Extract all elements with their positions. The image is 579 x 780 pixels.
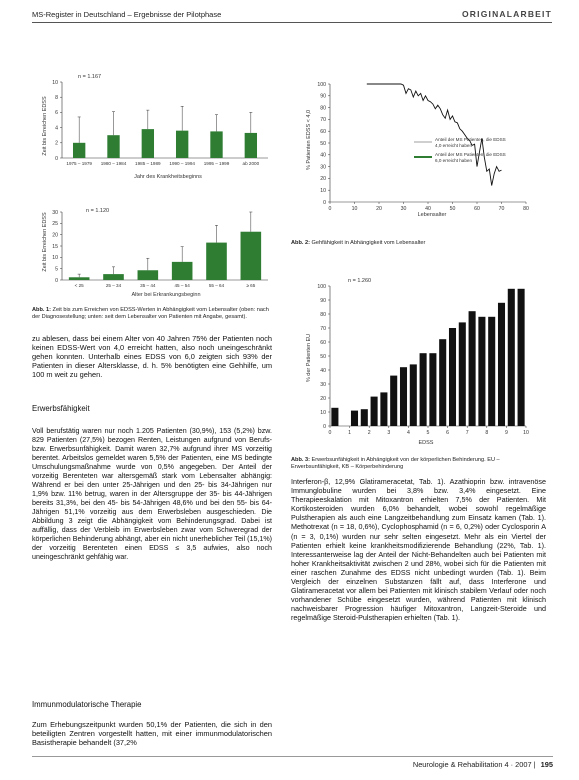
- y-tick-label: 20: [320, 395, 326, 402]
- x-tick-label: 25 – 34: [105, 283, 122, 288]
- y-tick-label: 0: [323, 199, 326, 206]
- bar: [449, 328, 456, 426]
- bar: [400, 367, 407, 426]
- bar: [371, 397, 378, 426]
- running-title: MS-Register in Deutschland – Ergebnisse der Pilotphase: [32, 10, 222, 19]
- bar: [439, 339, 446, 426]
- y-tick-label: 20: [52, 232, 58, 239]
- chart-a-annotation: n = 1.167: [78, 74, 102, 80]
- figure3-caption: [291, 457, 546, 472]
- section-heading-therapie: Immunmodulatorische Therapie: [32, 700, 142, 709]
- x-tick-label: 55 – 64: [208, 283, 225, 288]
- chart-b-xlabel: Alter bei Erkrankungsbeginn: [131, 292, 201, 298]
- running-header: [32, 10, 552, 24]
- paragraph: Voll berufstätig waren nur noch 1.205 Patienten (30,9%), 153 (5,2%) bzw. 829 Patienten (27,5%) bezogen Renten, Leistungen aufgrund von Berufs- bzw. Erwerbsunfähigkeit. Damit waren 32,7% aufgrund ihrer MS vorzeitig berentet. Arbeitslos gemeldet waren 5,5% der Patienten, eine MS bedingte Umschulungsmaßnahme wurde von 0,5% angegeben. Der Anteil der vorzeitig Berenteten war altersgemäß stark vom Lebensalter abhängig: Während er bei den unter 25-Jährigen und den 25- bis 34-Jährigen nur 1,9% bzw. 11% betrug, waren in der Altersgruppe der 35- bis 44-Jährigen bereits 31,3%, bei den 45- bis 54-Jährigen 48,6% und bei den 55- bis 64-Jährigen 51,1% vorzeitig aus dem Erwerbsleben ausgeschieden. Die Abbildung 3 zeigt die Abhängigkeit vom Behinderungsgrad. Dabei ist auffällig, dass der Verbleib im Erwerbsleben zwar vom Schweregrad der körperlichen Behinderung abhängt, aber ein nicht unerheblicher Teil (15,1%) der vorzeitig Berenteten einen EDSS ≤ 3,5 aufwies, also noch uneingeschränkt gehfähig war.: [32, 427, 272, 561]
- x-tick-label: 7: [465, 430, 469, 436]
- bar: [469, 311, 476, 426]
- y-tick-label: 10: [52, 255, 58, 262]
- y-tick-label: 50: [320, 353, 326, 360]
- y-tick-label: 90: [320, 93, 326, 100]
- x-tick-label: 70: [498, 206, 505, 212]
- right-column-text: [291, 477, 546, 632]
- legend-label-cont: 4,0 erreicht haben: [435, 143, 473, 148]
- x-tick-label: ≥ 65: [246, 283, 256, 288]
- bar: [206, 243, 227, 280]
- figure3-chart: [298, 272, 548, 454]
- x-tick-label: 40: [425, 206, 431, 212]
- x-tick-label: 1980 – 1984: [100, 161, 127, 166]
- section-heading-erwerbsfaehigkeit: Erwerbsfähigkeit: [32, 404, 90, 413]
- figure2-caption-text: Gehfähigkeit in Abhängigkeit vom Lebensalter: [311, 240, 426, 246]
- bar: [331, 408, 338, 426]
- left-column-intro: [32, 334, 272, 388]
- y-tick-label: 30: [52, 209, 58, 216]
- y-tick-label: 60: [320, 129, 326, 135]
- y-tick-label: 100: [317, 283, 326, 290]
- x-tick-label: 3: [387, 430, 391, 436]
- y-tick-label: 70: [320, 117, 326, 124]
- y-tick-label: 4: [55, 125, 58, 132]
- journal-name: Neurologie & Rehabilitation 4 · 2007: [412, 760, 532, 769]
- bar: [107, 135, 119, 158]
- y-tick-label: 2: [55, 140, 58, 147]
- bar: [410, 364, 417, 426]
- x-tick-label: < 25: [74, 283, 84, 288]
- x-tick-label: 4: [406, 430, 410, 436]
- y-tick-label: 10: [320, 409, 326, 416]
- y-tick-label: 0: [55, 155, 58, 162]
- x-tick-label: 1975 – 1979: [66, 161, 92, 166]
- x-tick-label: 5: [426, 430, 430, 436]
- chart-a-ylabel: Zeit bis Erreichen EDSS: [42, 96, 48, 156]
- x-tick-label: 50: [449, 206, 456, 212]
- x-tick-label: 6: [446, 430, 450, 436]
- legend-label: Anteil der MS Patienten, die EDSS: [435, 152, 506, 157]
- y-tick-label: 40: [320, 152, 326, 159]
- page-footer: [413, 760, 553, 769]
- section-label: ORIGINALARBEIT: [462, 9, 552, 19]
- x-tick-label: 1995 – 1999: [203, 161, 230, 166]
- bar: [508, 289, 515, 426]
- x-tick-label: 1: [348, 430, 352, 436]
- bar: [176, 131, 188, 158]
- bar: [420, 353, 427, 426]
- bar: [103, 274, 124, 280]
- page-number: 195: [540, 760, 553, 769]
- y-tick-label: 70: [320, 325, 326, 332]
- x-tick-label: 45 – 54: [174, 283, 190, 288]
- bar: [478, 317, 485, 426]
- y-tick-label: 5: [55, 266, 58, 273]
- y-tick-label: 30: [320, 381, 326, 388]
- series-line-edss-4: [367, 84, 502, 186]
- x-tick-label: 2: [367, 430, 371, 436]
- bar: [210, 131, 222, 158]
- chart-d-ylabel: % der Patienten EU: [306, 333, 312, 383]
- bar: [241, 232, 262, 280]
- y-tick-label: 8: [55, 95, 58, 101]
- bar: [518, 289, 525, 426]
- chart-b-ylabel: Zeit bis Erreichen EDSS: [42, 212, 48, 272]
- bar: [172, 262, 193, 280]
- figure1-caption-text: Zeit bis zum Erreichen von EDSS-Werten in Abhängigkeit vom Lebensalter (oben: nach der Diagnosestellung; unten: seit dem Lebensalter von Patienten mit Angabe, gesamt).: [32, 307, 269, 321]
- figure2-chart: [298, 78, 548, 218]
- bar: [380, 392, 387, 426]
- x-tick-label: 30: [400, 206, 407, 212]
- bar: [488, 317, 495, 426]
- figure2-label: Abb. 2:: [291, 240, 310, 246]
- bar: [361, 409, 368, 426]
- paragraph: zu ablesen, dass bei einem Alter von 40 Jahren 75% der Patienten noch keinen EDSS-Wert von 4,0 erreicht hatten, also noch uneingeschränkt gehen konnten. Unterhalb eines EDSS von 6,0 zeigten sich 93% der Patienten in dieser Altersklasse, d. h. 5% benötigten eine Gehhilfe, um 100 m weit zu gehen.: [32, 334, 272, 379]
- bar: [351, 411, 358, 426]
- x-tick-label: 9: [504, 430, 508, 436]
- y-tick-label: 50: [320, 140, 326, 147]
- y-tick-label: 60: [320, 339, 326, 346]
- y-tick-label: 10: [52, 79, 58, 86]
- x-tick-label: 1990 – 1994: [169, 161, 195, 166]
- chart-c-xlabel: Lebensalter: [417, 212, 447, 218]
- chart-c-ylabel: % Patienten EDSS < 4,0: [306, 109, 312, 171]
- chart-d-annotation: n = 1.260: [348, 278, 372, 284]
- x-tick-label: 8: [485, 430, 489, 436]
- chart-a-xlabel: Jahr des Krankheitsbeginns: [134, 174, 202, 180]
- x-tick-label: ab 2000: [242, 161, 260, 166]
- bar: [245, 133, 257, 158]
- y-tick-label: 30: [320, 164, 326, 171]
- figure1-label: Abb. 1:: [32, 307, 51, 313]
- left-column-erwerbsfaehigkeit: [32, 427, 272, 571]
- y-tick-label: 0: [55, 277, 58, 284]
- x-tick-label: 35 – 44: [140, 283, 156, 288]
- y-tick-label: 80: [320, 105, 326, 112]
- footer-rule: [32, 756, 553, 757]
- y-tick-label: 90: [320, 297, 326, 304]
- header-rule: [32, 22, 552, 23]
- legend-label-cont: 6,0 erreicht haben: [435, 158, 473, 163]
- bar: [459, 322, 466, 426]
- y-tick-label: 40: [320, 367, 326, 374]
- y-tick-label: 80: [320, 311, 326, 318]
- paragraph: Interferon-β, 12,9% Glatirameracetat, Tab. 1). Azathioprin bzw. intravenöse Immunglobuline wurden bei 3,8% bzw. 3,4% eingesetzt. Eine Therapieeskalation mit Mitoxantron erhielten 7,5% der Patienten. Mit Kortikosteroiden wurden 6,0% behandelt, wobei sowohl regelmäßige Pulstherapien als auch eine Langzeitbehandlung zum Einsatz kamen (Tab. 1). Methotrexat (n = 18, 0,6%), Cyclophosphamid (n = 6, 0,2%) oder Cyclosporin A (n = 3, 0,1%) wurden nur sehr selten eingesetzt. Mehr als ein Viertel der Patienten erhielt keine krankheitsmodifizierende Behandlung (22%, Tab. 1). Interessanterweise lag der Anteil der Nicht-Behandelten auch bei Patienten mit hoher Krankheitsaktivität zwischen 2 und 28%, wobei sich für die Patienten mit einer raschen Zunahme des EDSS nicht unbedingt wurden (Tab. 1). Beim Vergleich der einzelnen Substanzen fällt auf, dass Interferone und Glatirameracetat vor allem bei Patienten mit klinisch stabilem Verlauf oder noch vorhandener Schübe eingesetzt wurden, während Patienten mit klinisch nachweisbarer Progression häufiger Mitoxantron, Langzeit-Steroide und regelmäßige Steroid-Pulstherapien erhielten (Tab. 1).: [291, 477, 546, 623]
- x-tick-label: 10: [351, 206, 358, 212]
- figure1-caption: [32, 307, 272, 322]
- bar: [429, 353, 436, 426]
- y-tick-label: 25: [52, 221, 58, 228]
- x-tick-label: 60: [474, 206, 480, 212]
- bar: [138, 270, 159, 280]
- figure2-caption: [291, 240, 541, 247]
- x-tick-label: 0: [328, 206, 332, 212]
- bar: [390, 376, 397, 426]
- figure1-bottom-chart: [30, 200, 280, 300]
- y-tick-label: 6: [55, 110, 58, 117]
- left-column-therapie: [32, 720, 272, 756]
- chart-d-xlabel: EDSS: [418, 440, 434, 446]
- paragraph: Zum Erhebungszeitpunkt wurden 50,1% der Patienten, die sich in den beteiligten Zentren vorgestellt hatten, mit einer immunmodulatorischen Basistherapie behandelt (37,2%: [32, 720, 272, 747]
- y-tick-label: 20: [320, 176, 326, 183]
- y-tick-label: 0: [323, 423, 326, 430]
- y-tick-label: 10: [320, 188, 326, 194]
- x-tick-label: 1985 – 1989: [135, 161, 161, 166]
- figure3-label: Abb. 3:: [291, 457, 310, 463]
- bar: [69, 277, 90, 280]
- bar: [73, 143, 85, 158]
- chart-b-annotation: n = 1.120: [86, 208, 110, 214]
- x-tick-label: 10: [523, 430, 529, 436]
- bar: [142, 129, 154, 158]
- y-tick-label: 15: [52, 243, 58, 250]
- legend-label: Anteil der MS Patienten, die EDSS: [435, 137, 506, 142]
- bar: [498, 303, 505, 426]
- y-tick-label: 100: [317, 81, 326, 88]
- figure3-caption-text: Erwerbsunfähigkeit in Abhängigkeit von der körperlichen Behinderung. EU – Erwerbsunfähigkeit, KB – Körperbehinderung: [291, 457, 500, 471]
- figure1-top-chart: [30, 70, 280, 192]
- footer-separator: |: [533, 760, 536, 769]
- x-tick-label: 80: [523, 206, 529, 212]
- x-tick-label: 20: [376, 206, 382, 212]
- x-tick-label: 0: [328, 430, 332, 436]
